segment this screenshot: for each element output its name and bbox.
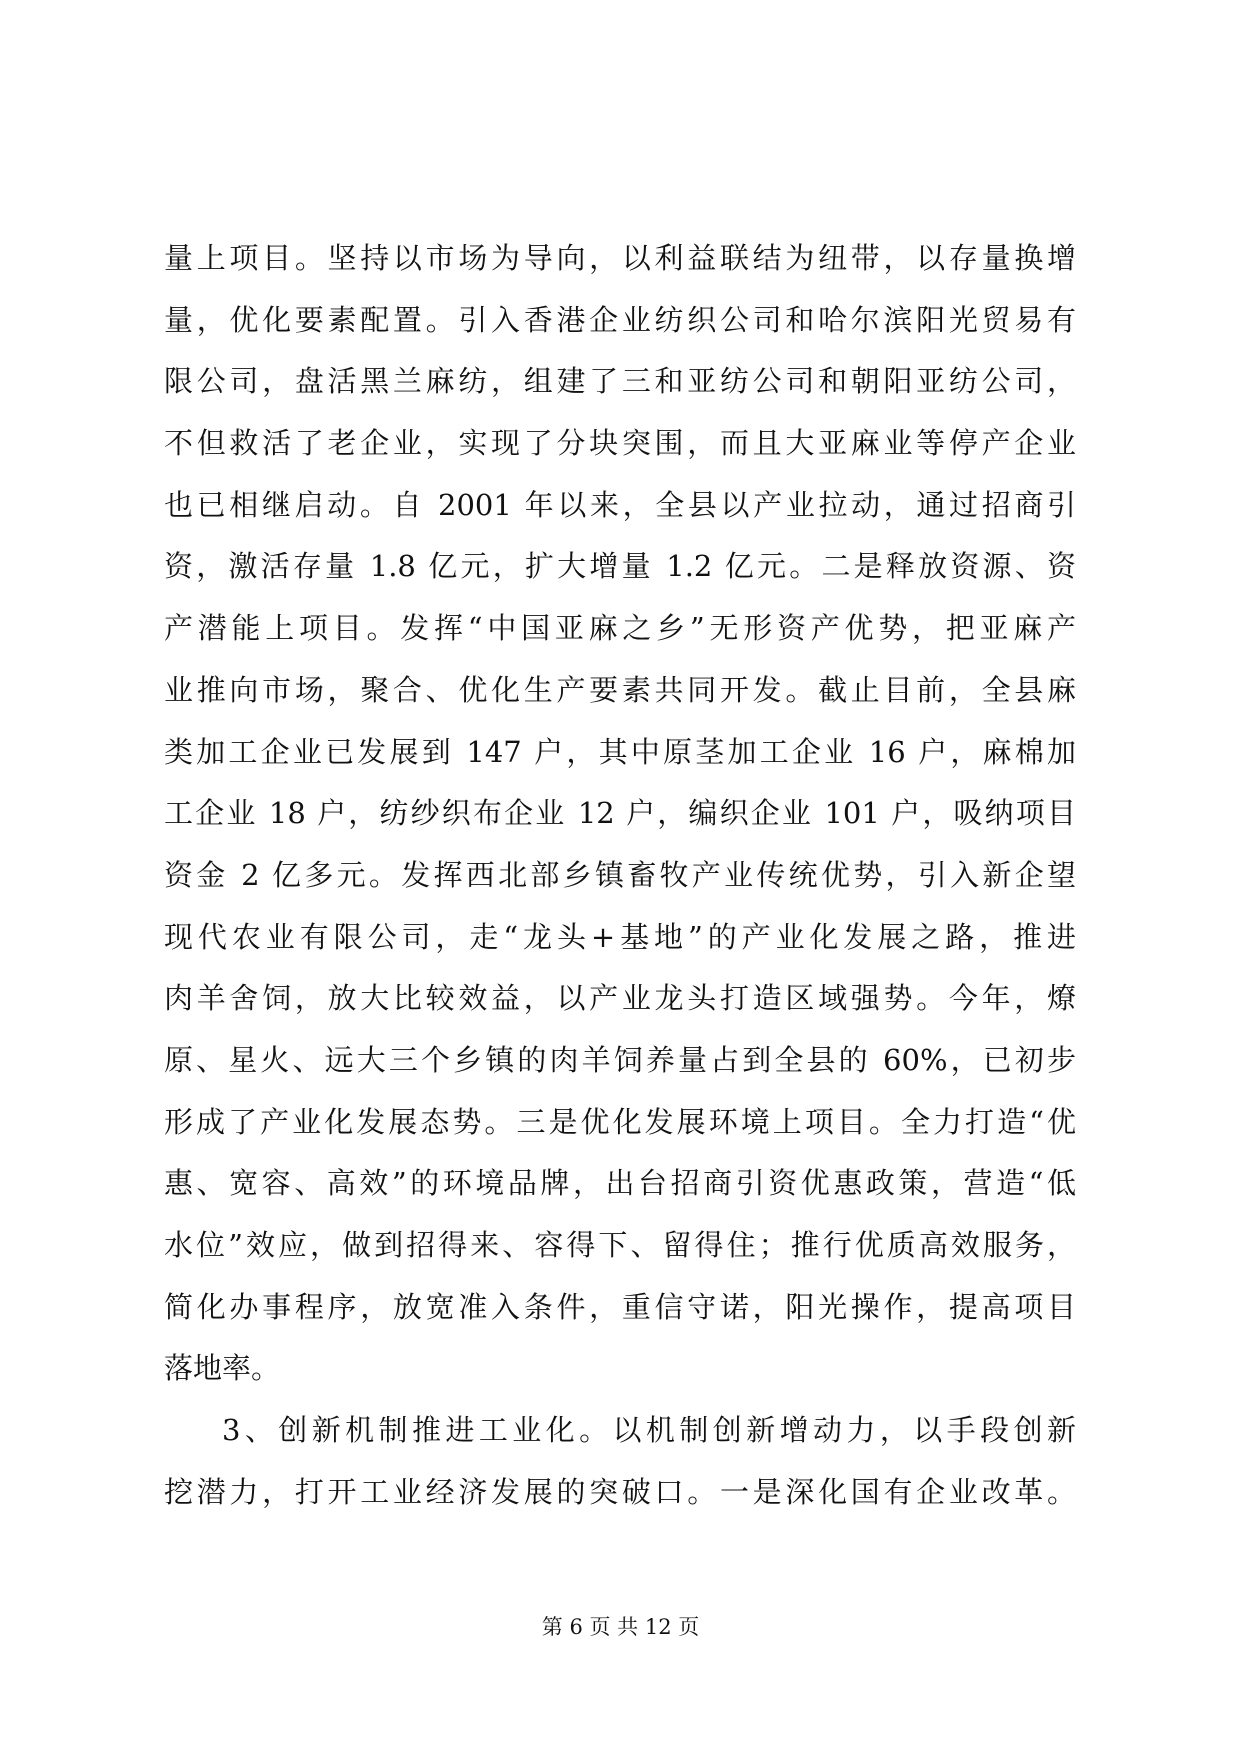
body-line: 原、星火、远大三个乡镇的肉羊饲养量占到全县的 60%，已初步 xyxy=(164,1042,1076,1077)
body-line: 落地率。 xyxy=(164,1351,281,1386)
body-line: 产潜能上项目。发挥“中国亚麻之乡”无形资产优势，把亚麻产 xyxy=(164,611,1076,646)
section-heading-line: 3、创新机制推进工业化。以机制创新增动力，以手段创新 xyxy=(222,1413,1076,1448)
body-line: 惠、宽容、高效”的环境品牌，出台招商引资优惠政策，营造“低 xyxy=(164,1166,1076,1201)
body-line: 类加工企业已发展到 147 户，其中原茎加工企业 16 户，麻棉加 xyxy=(164,734,1076,769)
body-line: 水位”效应，做到招得来、容得下、留得住；推行优质高效服务， xyxy=(164,1228,1076,1262)
body-line: 量上项目。坚持以市场为导向，以利益联结为纽带，以存量换增 xyxy=(164,241,1076,275)
body-line: 工企业 18 户，纺纱织布企业 12 户，编织企业 101 户，吸纳项目 xyxy=(164,796,1076,831)
body-line: 形成了产业化发展态势。三是优化发展环境上项目。全力打造“优 xyxy=(164,1104,1076,1139)
body-line: 量，优化要素配置。引入香港企业纺织公司和哈尔滨阳光贸易有 xyxy=(164,302,1076,337)
body-line: 也已相继启动。自 2001 年以来，全县以产业拉动，通过招商引 xyxy=(164,487,1076,522)
body-line: 不但救活了老企业，实现了分块突围，而且大亚麻业等停产企业 xyxy=(164,426,1076,461)
page-number-footer: 第 6 页 共 12 页 xyxy=(541,1615,700,1639)
section-line: 挖潜力，打开工业经济发展的突破口。一是深化国有企业改革。 xyxy=(164,1474,1076,1509)
body-line: 现代农业有限公司，走“龙头+基地”的产业化发展之路，推进 xyxy=(164,919,1076,954)
body-line: 限公司，盘活黑兰麻纺，组建了三和亚纺公司和朝阳亚纺公司， xyxy=(164,364,1076,399)
body-line: 资金 2 亿多元。发挥西北部乡镇畜牧产业传统优势，引入新企望 xyxy=(164,857,1076,892)
body-line: 肉羊舍饲，放大比较效益，以产业龙头打造区域强势。今年，燎 xyxy=(164,981,1076,1016)
body-line: 资，激活存量 1.8 亿元，扩大增量 1.2 亿元。二是释放资源、资 xyxy=(164,549,1076,584)
body-line: 业推向市场，聚合、优化生产要素共同开发。截止目前，全县麻 xyxy=(164,672,1076,707)
body-line: 简化办事程序，放宽准入条件，重信守诺，阳光操作，提高项目 xyxy=(164,1289,1076,1324)
body-text xyxy=(164,228,1076,1523)
